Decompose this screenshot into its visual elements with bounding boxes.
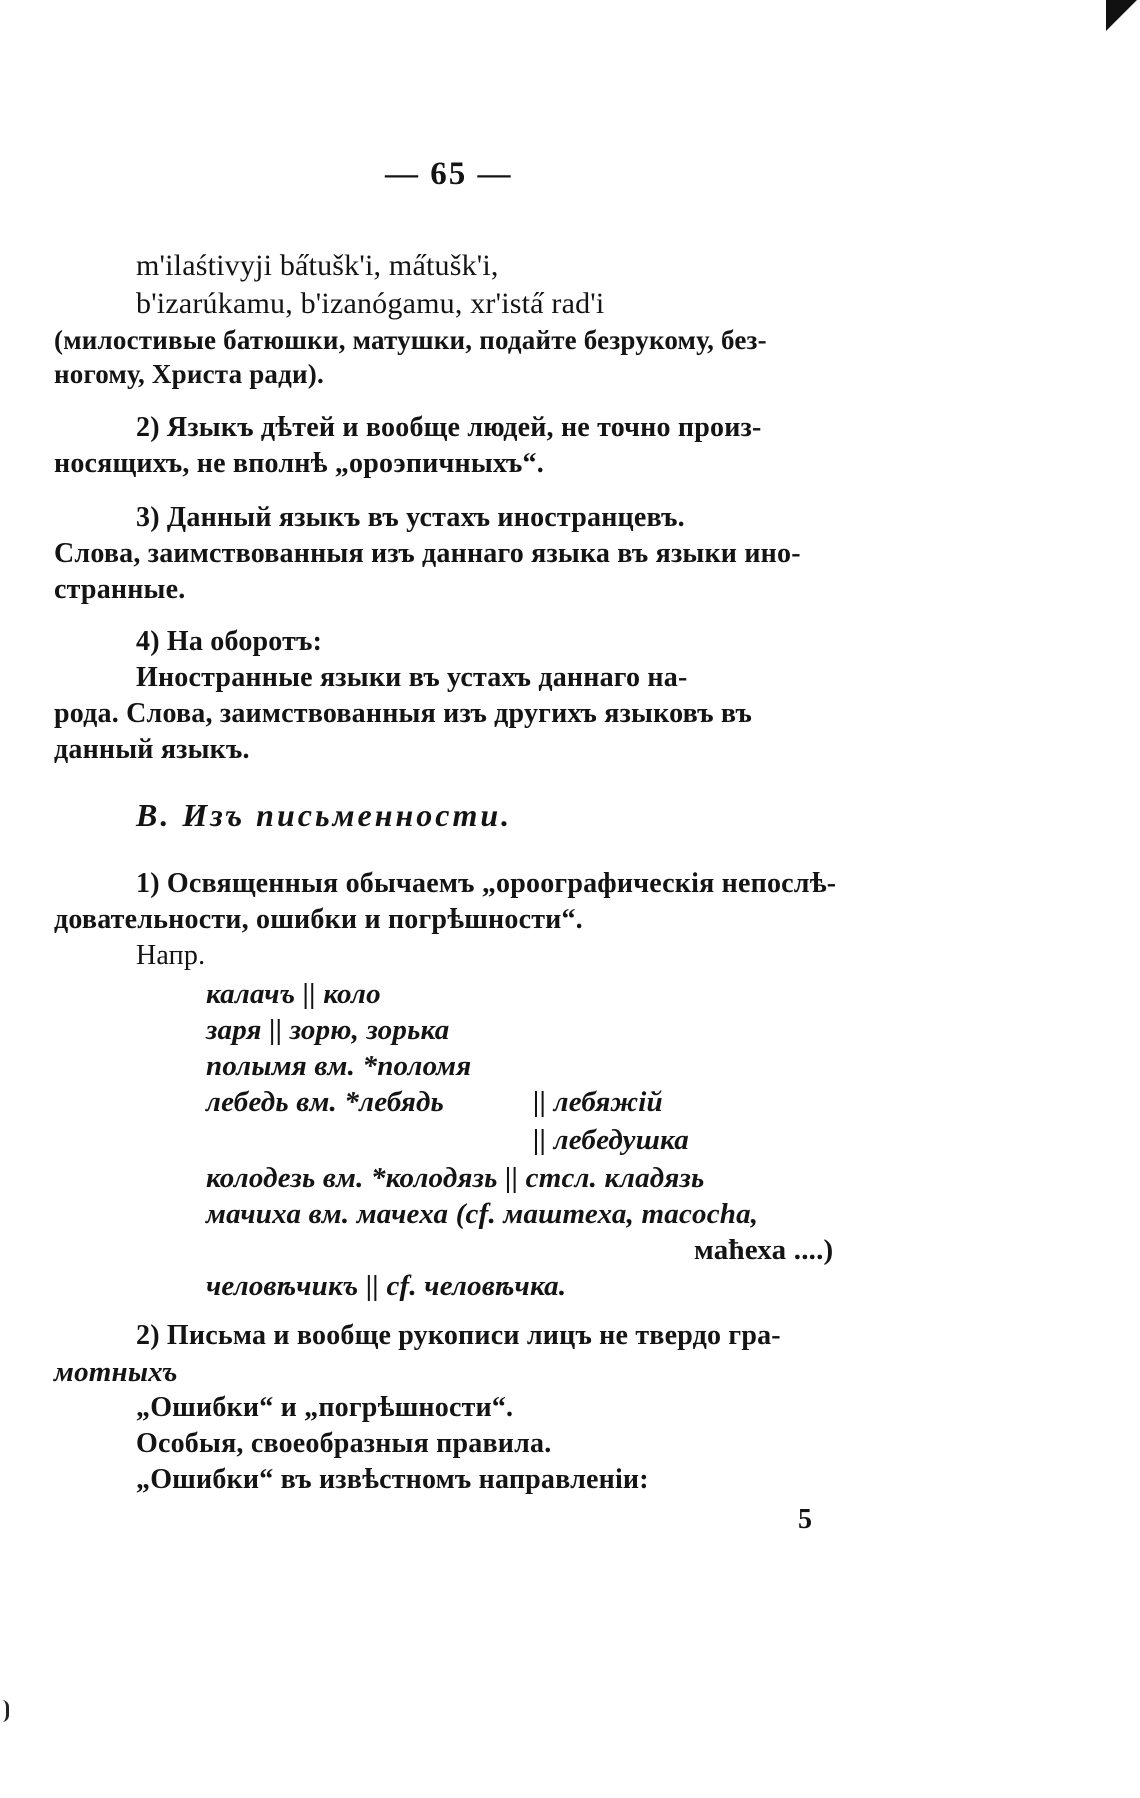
- item-4-line-2: Иностранные языки въ устахъ даннаго на-: [136, 662, 688, 693]
- translit-line-2: b'izarúkamu, b'izanógamu, xr'ista̋ rad'i: [136, 287, 605, 320]
- item-3-line-2: Слова, заимствованныя изъ даннаго языка въ языки ино-: [54, 538, 801, 569]
- signature-number: 5: [798, 1504, 813, 1535]
- paragraph-gloss-line-2: ногому, Христа ради).: [54, 359, 324, 389]
- item-4-line-1: 4) На оборотъ:: [136, 626, 323, 657]
- example-line-1: калачъ || коло: [206, 978, 381, 1010]
- section-item-1-line-1: 1) Освященныя обычаемъ „ороографическія непослѣ-: [136, 868, 837, 899]
- example-line-3: полымя вм. *поломя: [206, 1050, 472, 1082]
- translit-line-1: m'ilaśtivyji ba̋tušk'i, ma̋tušk'i,: [136, 249, 499, 282]
- item-4-line-4: данный языкъ.: [54, 734, 250, 765]
- example-line-5: || лебедушка: [533, 1124, 689, 1156]
- section-item-1-line-2: довательности, ошибки и погрѣшности“.: [54, 904, 583, 935]
- corner-scan-mark: [1106, 0, 1140, 34]
- section-item-1-line-3: Напр.: [136, 940, 206, 971]
- item-2-line-1: 2) Языкъ дѣтей и вообще людей, не точно произ-: [136, 412, 762, 443]
- section-item-2-line-5: „Ошибки“ въ извѣстномъ направленіи:: [136, 1464, 649, 1495]
- section-item-2-line-1: 2) Письма и вообще рукописи лицъ не твердо гра-: [136, 1320, 781, 1351]
- item-2-line-2: носящихъ, не вполнѣ „ороэпичныхъ“.: [54, 448, 544, 479]
- example-line-4a: лебедь вм. *лебядь: [206, 1086, 445, 1118]
- section-item-2-line-3: „Ошибки“ и „погрѣшности“.: [136, 1392, 514, 1423]
- item-4-line-3: рода. Слова, заимствованныя изъ другихъ языковъ въ: [54, 698, 753, 729]
- example-line-8: маћеха ....): [694, 1234, 834, 1266]
- example-line-2: заря || зорю, зорька: [206, 1014, 450, 1046]
- example-line-7: мачиха вм. мачеха (cf. маштеха, macocha,: [206, 1198, 759, 1230]
- section-item-2-line-2: мотныхъ: [54, 1356, 178, 1388]
- section-heading: В. Изъ письменности.: [136, 797, 513, 833]
- example-line-4b: || лебяжій: [533, 1086, 663, 1118]
- page-number: — 65 —: [385, 156, 513, 192]
- section-item-2-line-4: Особыя, своеобразныя правила.: [136, 1428, 552, 1459]
- example-line-9: человѣчикъ || cf. человѣчка.: [206, 1270, 567, 1302]
- item-3-line-3: странные.: [54, 574, 186, 605]
- margin-scan-mark: [2, 1700, 9, 1722]
- paragraph-gloss-line-1: (милостивые батюшки, матушки, подайте безрукому, без-: [54, 325, 767, 355]
- example-line-6: колодезь вм. *колодязь || стсл. кладязь: [206, 1162, 705, 1194]
- item-3-line-1: 3) Данный языкъ въ устахъ иностранцевъ.: [136, 502, 685, 533]
